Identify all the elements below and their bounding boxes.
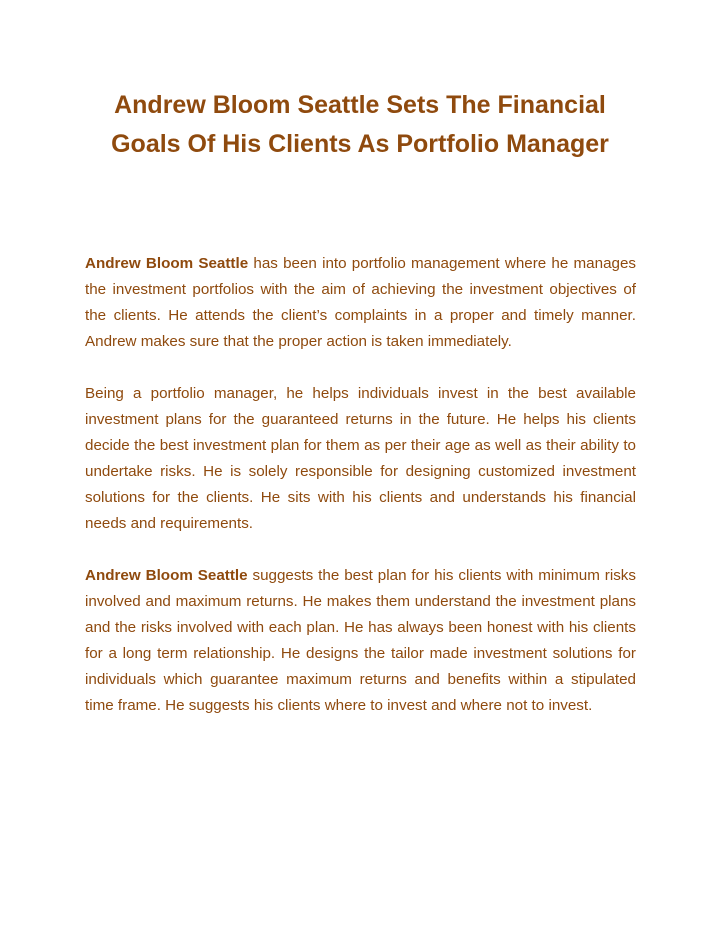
paragraph-2-text: Being a portfolio manager, he helps individuals invest in the best available investment plans for the guaranteed returns in the future. He helps his clients decide the best investment plan for them as per their age as well as their ability to undertake risks. He is solely responsible for designing customized investment solutions for the clients. He sits with his clients and understands his financial needs and requirements. xyxy=(85,385,636,532)
document-title: Andrew Bloom Seattle Sets The Financial Goals Of His Clients As Portfolio Manager xyxy=(111,91,609,158)
paragraph-2 xyxy=(85,381,636,537)
paragraph-1-lead: Andrew Bloom Seattle xyxy=(85,255,249,272)
paragraph-1-text: has been into portfolio management where he manages the investment portfolios with the aim of achieving the investment objectives of the clients. He attends the client’s complaints in a proper and timely manner. Andrew makes sure that the proper action is taken immediately. xyxy=(85,255,637,350)
paragraph-3-lead: Andrew Bloom Seattle xyxy=(85,567,248,584)
document-body xyxy=(85,251,636,745)
paragraph-3-text: suggests the best plan for his clients with minimum risks involved and maximum returns. He makes them understand the investment plans and the risks involved with each plan. He has always been honest with his clients for a long term relationship. He designs the tailor made investment solutions for individuals which guarantee maximum returns and benefits within a stipulated time frame. He suggests his clients where to invest and where not to invest. xyxy=(85,567,636,714)
paragraph-3 xyxy=(85,563,636,719)
paragraph-1 xyxy=(85,251,636,355)
